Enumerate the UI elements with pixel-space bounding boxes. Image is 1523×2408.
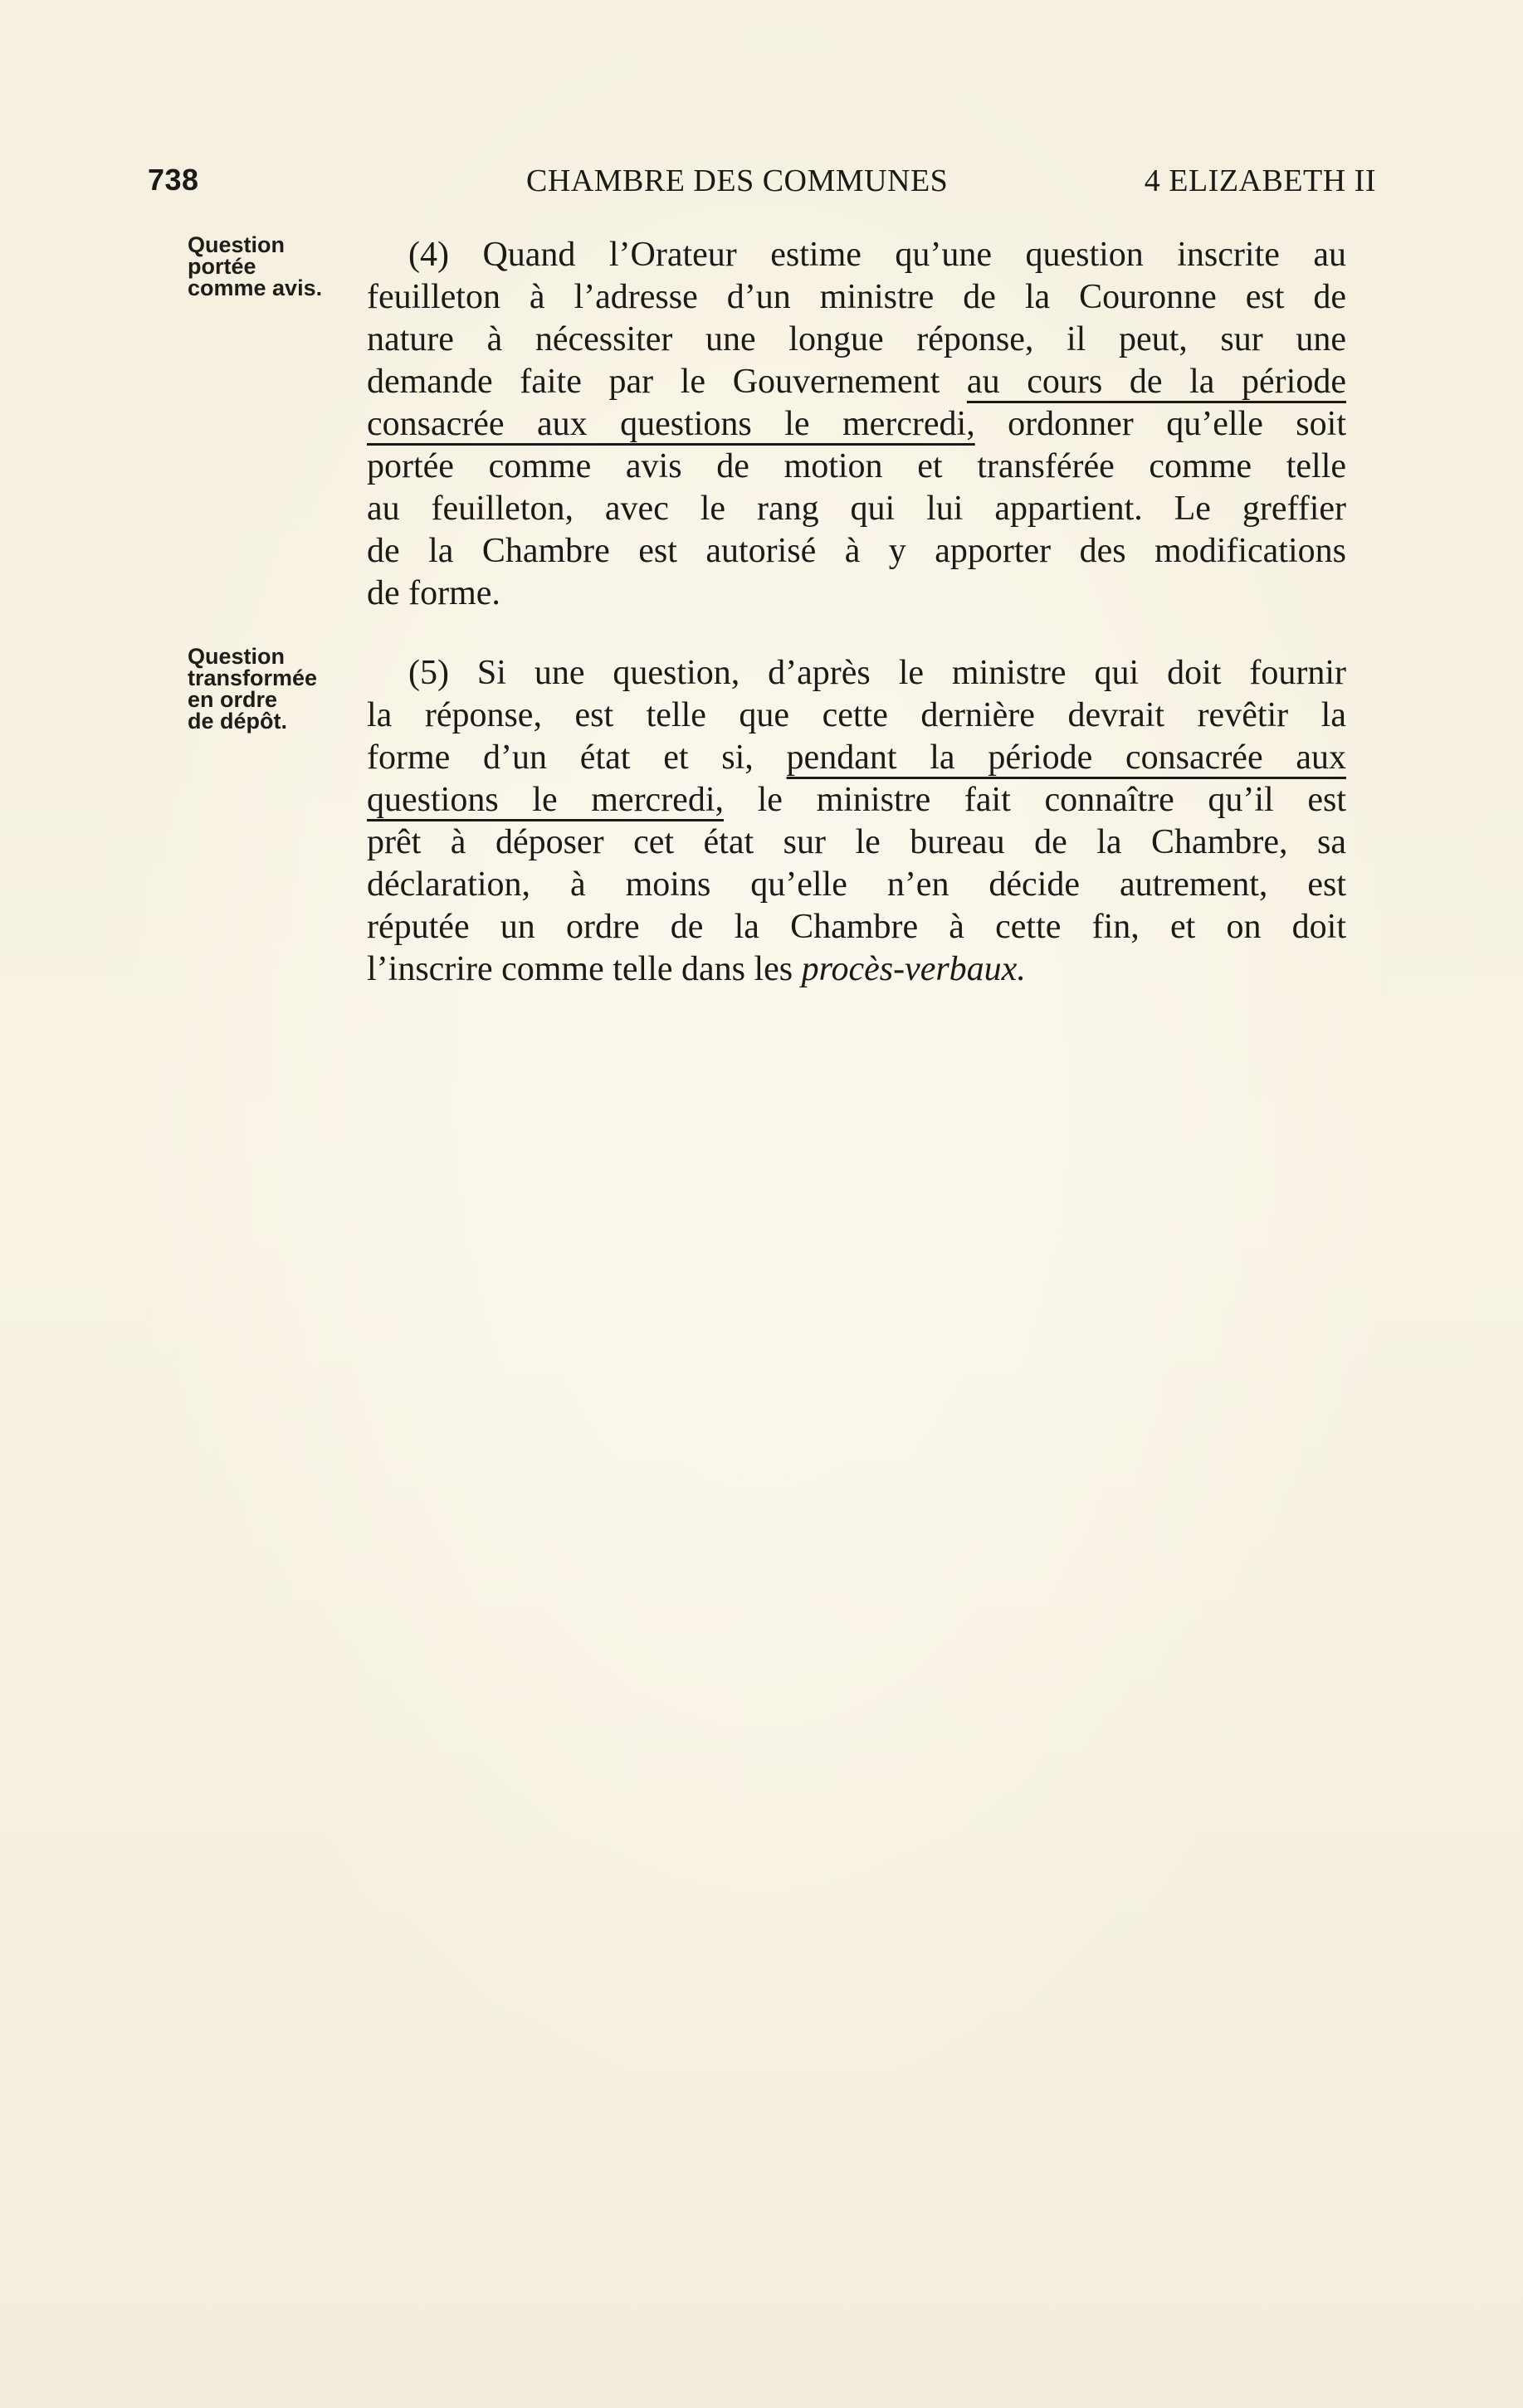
margin-note-line: portée [188,254,256,279]
italic-text: procès-verbaux. [801,950,1026,988]
underlined-text: au cours de la période [966,363,1346,401]
paragraph-line: prêt à déposer cet état sur le bureau de la Chambre, sa [367,823,1346,861]
paragraph-line: portée comme avis de motion et transférée comme telle [367,447,1346,485]
margin-note-line: comme avis. [188,275,323,300]
journal-title: CHAMBRE DES COMMUNES [526,163,949,198]
paragraph-line: réputée un ordre de la Chambre à cette fin, et on doit [367,908,1346,946]
margin-note-line: en ordre [188,687,278,712]
underlined-text: pendant la période consacrée aux [786,738,1346,777]
paragraph-line [367,403,1346,446]
text-segment: forme d’un état et si, [367,738,787,777]
running-head [148,163,1376,206]
paragraph-5 [367,652,1346,991]
paragraph-line: au feuilleton, avec le rang qui lui appartient. Le greffier [367,490,1346,528]
paragraph-line: de forme. [367,574,500,612]
paragraph-line: de la Chambre est autorisé à y apporter des modifications [367,532,1346,570]
text-segment: l’inscrire comme telle dans les [367,950,802,988]
paragraph-line: (4) Quand l’Orateur estime qu’une question inscrite au [408,236,1346,274]
paragraph-line: la réponse, est telle que cette dernière devrait revêtir la [367,696,1346,734]
margin-note-line: Question [188,232,286,257]
text-segment: demande faite par le Gouvernement [367,363,967,401]
paragraph-4 [367,234,1346,615]
text-segment: ordonner qu’elle soit [974,405,1346,443]
paragraph-line [367,737,1346,779]
underlined-text: questions le mercredi, [367,781,724,819]
underlined-text: consacrée aux questions le mercredi, [367,405,975,443]
margin-note-question-portee [188,234,354,299]
paragraph-line: déclaration, à moins qu’elle n’en décide autrement, est [367,865,1346,904]
regnal-year: 4 ELIZABETH II [1144,163,1376,198]
margin-note-line: de dépôt. [188,709,287,734]
margin-note-line: Question [188,644,286,669]
page-number: 738 [148,163,199,197]
paragraph-line: feuilleton à l’adresse d’un ministre de la Couronne est de [367,278,1346,316]
paragraph-line: nature à nécessiter une longue réponse, il peut, sur une [367,320,1346,358]
paragraph-line [367,361,1346,403]
margin-note-question-transformee [188,646,354,732]
paragraph-line [367,779,1346,821]
text-segment: le ministre fait connaître qu’il est [724,781,1346,819]
margin-note-line: transformée [188,665,318,690]
paragraph-line: (5) Si une question, d’après le ministre qui doit fournir [408,654,1346,692]
paragraph-line [367,948,1346,991]
